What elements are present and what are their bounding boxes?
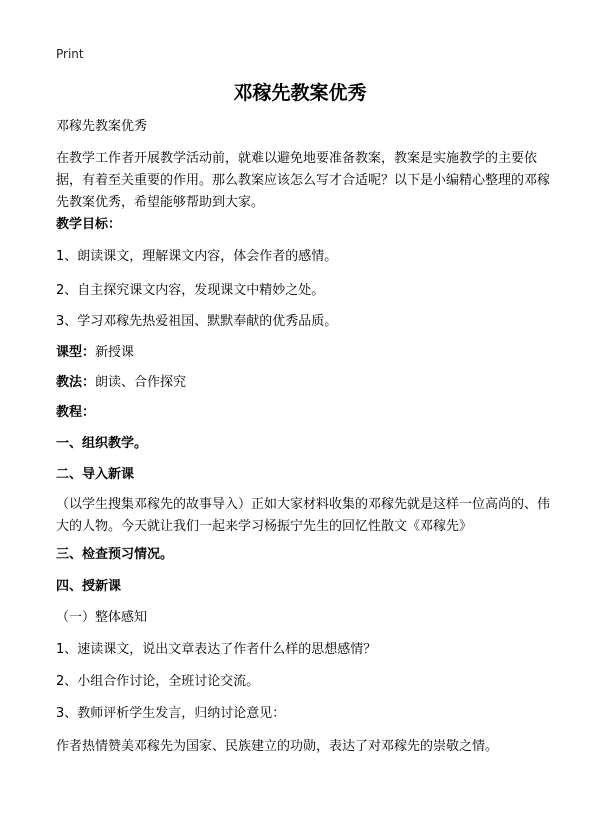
method-line — [56, 372, 550, 394]
goal-item-2: 2、自主探究课文内容，发现课文中精妙之处。 — [56, 283, 325, 298]
document-subtitle: 邓稼先教案优秀 — [56, 119, 148, 134]
step4-subheading: （一）整体感知 — [56, 610, 148, 625]
step4-heading: 四、授新课 — [56, 579, 122, 594]
method-value: 朗读、合作探究 — [95, 375, 187, 390]
step2-heading: 二、导入新课 — [56, 467, 135, 482]
conclusion-paragraph: 作者热情赞美邓稼先为国家、民族建立的功勋，表达了对邓稼先的崇敬之情。 — [56, 739, 499, 754]
step2-paragraph: （以学生搜集邓稼先的故事导入）正如大家材料收集的邓稼先就是这样一位高尚的、伟大的人物。今天就让我们一起来学习杨振宁先生的回忆性散文《邓稼先》 — [56, 497, 551, 534]
intro-paragraph: 在教学工作者开展教学活动前，就难以避免地要准备教案，教案是实施教学的主要依据，有着至关重要的作用。那么教案应该怎么写才合适呢？以下是小编精心整理的邓稼先教案优秀，希望能够帮助到大家。 — [56, 151, 551, 210]
lesson-type-line — [56, 342, 550, 364]
step1-heading: 一、组织教学。 — [56, 436, 148, 451]
goal-item-1: 1、朗读课文，理解课文内容，体会作者的感情。 — [56, 249, 338, 264]
lesson-type-label: 课型： — [56, 345, 96, 360]
lesson-type-value: 新授课 — [95, 345, 135, 360]
process-heading: 教程： — [56, 405, 96, 420]
goals-heading: 教学目标： — [56, 217, 122, 232]
page-title: 邓稼先教案优秀 — [233, 82, 367, 104]
step4-item-1: 1、速读课文，说出文章表达了作者什么样的思想感情？ — [56, 642, 377, 657]
step4-item-2: 2、小组合作讨论，全班讨论交流。 — [56, 674, 260, 689]
step3-heading: 三、检查预习情况。 — [56, 547, 174, 562]
goal-item-3: 3、学习邓稼先热爱祖国、默默奉献的优秀品质。 — [56, 314, 338, 329]
print-link[interactable]: Print — [56, 47, 84, 61]
step4-item-3: 3、教师评析学生发言，归纳讨论意见： — [56, 706, 286, 721]
method-label: 教法： — [56, 375, 96, 390]
